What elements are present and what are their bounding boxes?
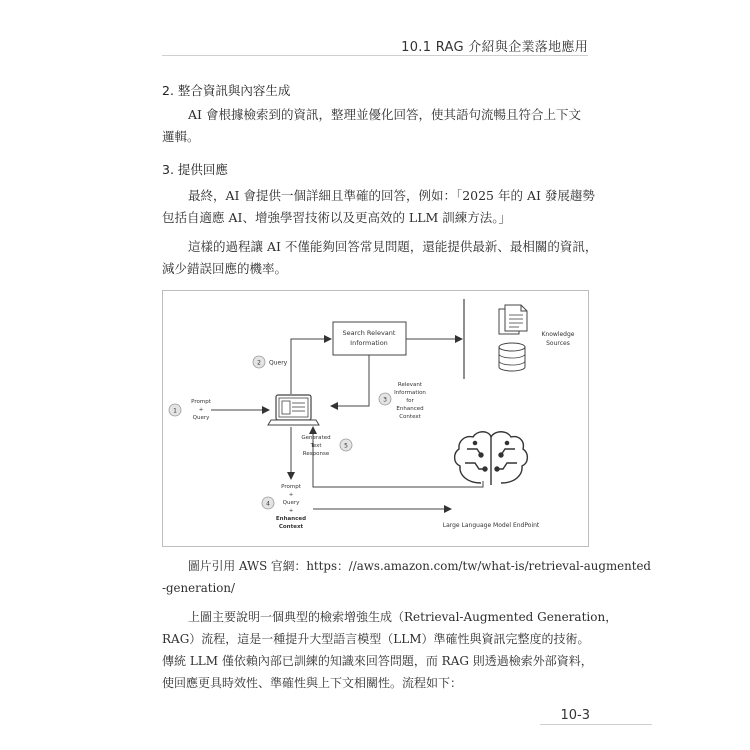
body-line-2: RAG）流程，這是一種提升大型語言模型（LLM）準確性與資訊完整度的技術。 — [162, 632, 590, 646]
page-number: 10-3 — [560, 708, 590, 723]
body-line-3: 傳統 LLM 僅依賴內部已訓練的知識來回答問題，而 RAG 則透過檢索外部資料， — [162, 654, 593, 668]
rag-diagram — [163, 291, 588, 546]
step-2-label: Query — [269, 359, 288, 367]
step-3-label-1: Relevant — [397, 382, 423, 388]
section-3-p2-line-2: 減少錯誤回應的機率。 — [162, 261, 288, 276]
step-4-label-2: + — [288, 492, 294, 498]
header-rule — [162, 55, 588, 56]
step-4-number: 4 — [266, 500, 270, 508]
section-3-p2-line-1: 這樣的過程讓 AI 不僅能夠回答常見問題，還能提供最新、最相關的資訊， — [188, 239, 598, 254]
database-icon — [499, 343, 525, 371]
llm-endpoint-label: Large Language Model EndPoint — [442, 522, 540, 529]
section-2-paragraph — [162, 104, 590, 148]
step-3-label-4: Enhanced — [396, 406, 424, 412]
step-1-label-2: + — [198, 407, 204, 413]
step-3-number: 3 — [383, 396, 387, 404]
body-line-1: 上圖主要說明一個典型的檢索增強生成（Retrieval-Augmented Generation， — [188, 610, 618, 624]
step-3-label-3: for — [406, 398, 414, 404]
section-2-line-2: 邏輯。 — [162, 129, 200, 144]
step-3-label-5: Context — [399, 414, 421, 420]
section-3-heading: 3. 提供回應 — [162, 162, 228, 177]
section-3-paragraph-2 — [162, 236, 598, 280]
section-3-paragraph-1 — [162, 185, 595, 229]
step-4-label-6: Context — [278, 524, 304, 530]
relevant-info-arrow — [331, 355, 369, 406]
rag-diagram-figure — [162, 290, 589, 547]
step-1-label-3: Query — [192, 415, 210, 421]
laptop-icon — [268, 395, 319, 425]
step-2-number: 2 — [257, 359, 261, 367]
step-3-label-2: Information — [394, 390, 426, 396]
caption-line-1: 圖片引用 AWS 官網：https：//aws.amazon.com/tw/what-is/retrieval-augmented — [188, 559, 651, 573]
section-2-heading: 2. 整合資訊與內容生成 — [162, 83, 291, 98]
search-box-label-1: Search Relevant — [342, 329, 396, 337]
step-5-number: 5 — [344, 442, 348, 450]
body-paragraph — [162, 606, 618, 694]
section-2-line-1: AI 會根據檢索到的資訊，整理並優化回答，使其語句流暢且符合上下文 — [188, 107, 581, 122]
step-4-label-1: Prompt — [281, 484, 301, 490]
step-5-label-2: Text — [310, 443, 322, 449]
llm-brain-icon — [455, 432, 528, 485]
step-4-label-5: Enhanced — [275, 516, 307, 522]
step-1-number: 1 — [173, 407, 177, 415]
body-line-4: 使回應更具時效性、準確性與上下文相關性。流程如下： — [162, 676, 463, 690]
figure-caption — [162, 555, 651, 599]
query-arrow — [291, 339, 331, 394]
caption-line-2: -generation/ — [162, 581, 235, 595]
step-5-label-3: Response — [302, 451, 330, 457]
search-box-label-2: Information — [350, 339, 388, 347]
running-header: 10.1 RAG 介紹與企業落地應用 — [401, 40, 588, 55]
section-3-p1-line-1: 最終，AI 會提供一個詳細且準確的回答，例如：「2025 年的 AI 發展趨勢 — [188, 188, 595, 203]
step-4-label-3: Query — [282, 500, 300, 506]
response-arrow — [313, 427, 483, 487]
section-3-p1-line-2: 包括自適應 AI、增強學習技術以及更高效的 LLM 訓練方法。」 — [162, 210, 512, 225]
footer-rule — [540, 724, 652, 725]
document-icon — [499, 305, 527, 334]
knowledge-sources-label-1: Knowledge — [541, 331, 575, 338]
step-1-label-1: Prompt — [191, 399, 211, 405]
knowledge-sources-label-2: Sources — [546, 340, 570, 347]
step-4-label-4: + — [288, 508, 294, 514]
step-5-label-1: Generated — [301, 435, 331, 441]
